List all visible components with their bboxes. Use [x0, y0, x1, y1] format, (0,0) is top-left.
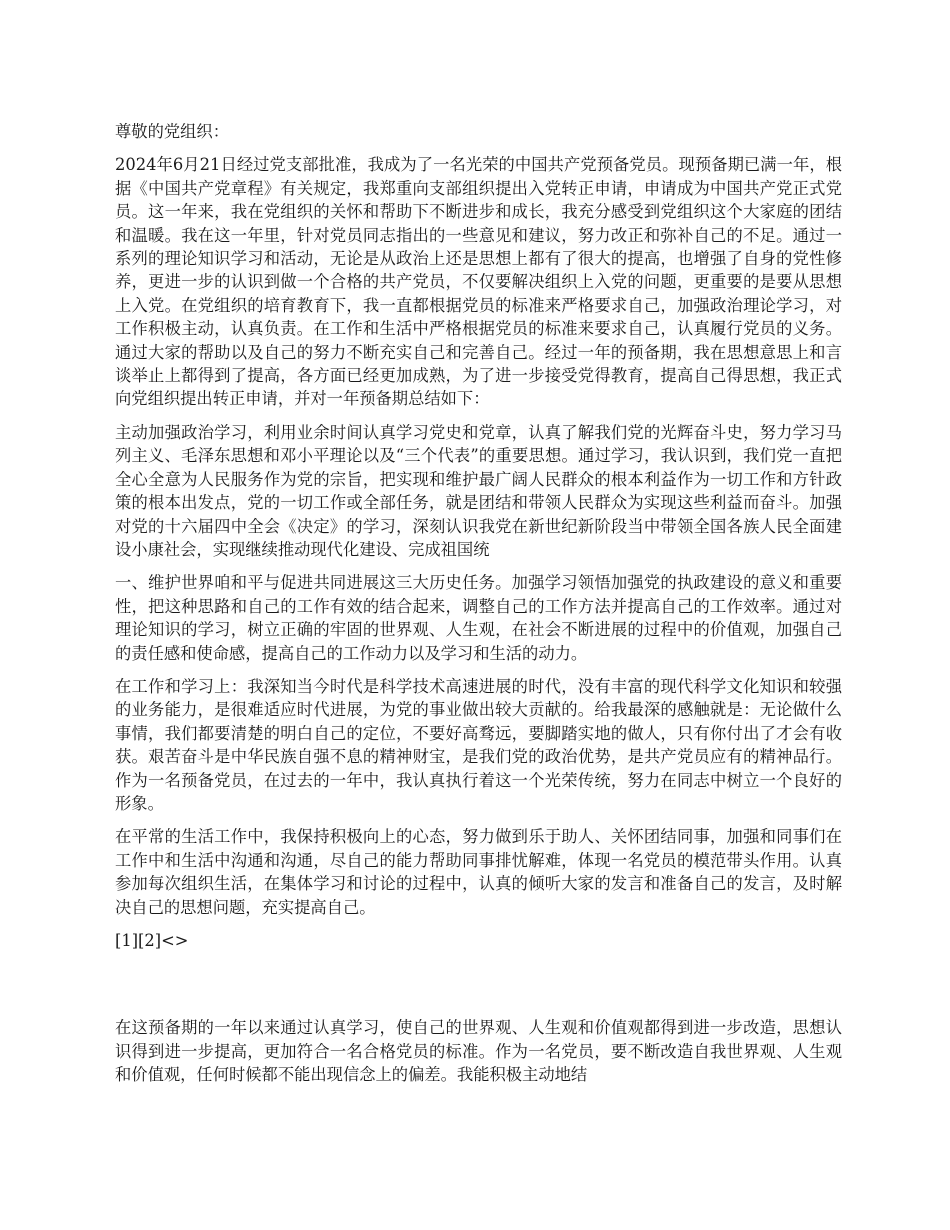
document-page — [115, 120, 842, 1097]
salutation: 尊敬的党组织： — [115, 122, 229, 141]
paragraph-3: 一、维护世界咱和平与促进共同进展这三大历史任务。加强学习领悟加强党的执政建设的意义和重要性，把这种思路和自己的工作有效的结合起来，调整自己的工作方法并提高自己的工作效率。通过对理论知识的学习，树立正确的牢固的世界观、人生观，在社会不断进展的过程中的价值观，加强自己的责任感和使命感，提高自己的工作动力以及学习和生活的动力。 — [115, 573, 842, 663]
continuation-paragraph: 在这预备期的一年以来通过认真学习，使自己的世界观、人生观和价值观都得到进一步改造，思想认识得到进一步提高，更加符合一名合格党员的标准。作为一名党员，要不断改造自我世界观、人生观和价值观，任何时候都不能出现信念上的偏差。我能积极主动地结 — [115, 1018, 842, 1085]
paragraph-2: 主动加强政治学习，利用业余时间认真学习党史和党章，认真了解我们党的光辉奋斗史，努力学习马列主义、毛泽东思想和邓小平理论以及“三个代表”的重要思想。通过学习，我认识到，我们党一直把全心全意为人民服务作为党的宗旨，把实现和维护最广阔人民群众的根本利益作为一切工作和方针政策的根本出发点，党的一切工作或全部任务，就是团结和带领人民群众为实现这些利益而奋斗。加强对党的十六届四中全会《决定》的学习，深刻认识我党在新世纪新阶段当中带领全国各族人民全面建设小康社会，实现继续推动现代化建设、完成祖国统 — [115, 422, 842, 559]
paragraph-5: 在平常的生活工作中，我保持积极向上的心态，努力做到乐于助人、关怀团结同事，加强和同事们在工作中和生活中沟通和沟通，尽自己的能力帮助同事排忧解难，体现一名党员的模范带头作用。认真参加每次组织生活，在集体学习和讨论的过程中，认真的倾听大家的发言和准备自己的发言，及时解决自己的思想问题，充实提高自己。 — [115, 827, 842, 917]
paragraph-4: 在工作和学习上：我深知当今时代是科学技术高速进展的时代，没有丰富的现代科学文化知识和较强的业务能力，是很难适应时代进展，为党的事业做出较大贡献的。给我最深的感触就是：无论做什么事情，我们都要清楚的明白自己的定位，不要好高骛远，要脚踏实地的做人，只有你付出了才会有收获。艰苦奋斗是中华民族自强不息的精神财宝，是我们党的政治优势，是共产党员应有的精神品行。作为一名预备党员，在过去的一年中，我认真执行着这一个光荣传统，努力在同志中树立一个良好的形象。 — [115, 676, 842, 813]
spacer — [115, 952, 842, 1016]
paragraph-1: 2024年6月21日经过党支部批准，我成为了一名光荣的中国共产党预备党员。现预备期已满一年，根据《中国共产党章程》有关规定，我郑重向支部组织提出入党转正申请，申请成为中国共产党正式党员。这一年来，我在党组织的关怀和帮助下不断进步和成长，我充分感受到党组织这个大家庭的团结和温暖。我在这一年里，针对党员同志指出的一些意见和建议，努力改正和弥补自己的不足。通过一系列的理论知识学习和活动，无论是从政治上还是思想上都有了很大的提高，也增强了自身的党性修养，更进一步的认识到做一个合格的共产党员，不仅要解决组织上入党的问题，更重要的是要从思想上入党。在党组织的培育教育下，我一直都根据党员的标准来严格要求自己，加强政治理论学习，对工作积极主动，认真负责。在工作和生活中严格根据党员的标准来要求自己，认真履行党员的义务。通过大家的帮助以及自己的努力不断充实自己和完善自己。经过一年的预备期，我在思想意思上和言谈举止上都得到了提高，各方面已经更加成熟，为了进一步接受党得教育，提高自己得思想，我正式向党组织提出转正申请，并对一年预备期总结如下： — [115, 155, 842, 409]
page-links[interactable]: [1][2]<> — [115, 931, 189, 950]
